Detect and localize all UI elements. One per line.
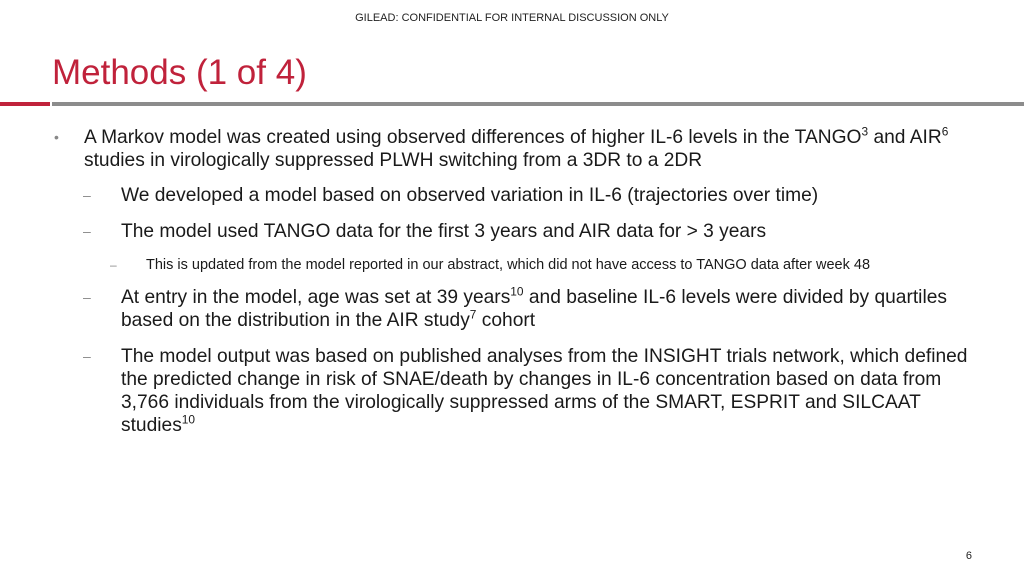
bullet-text: and baseline IL-6 levels were divided by quartiles based on the distribution in the AIR study (121, 287, 947, 331)
confidential-banner: GILEAD: CONFIDENTIAL FOR INTERNAL DISCUSSION ONLY (355, 12, 669, 24)
citation-ref: 3 (861, 124, 869, 139)
dash-marker: – (83, 348, 91, 364)
citation-ref: 10 (510, 284, 524, 299)
bullet-markov-model (54, 124, 964, 172)
bullet-text: and AIR (868, 127, 942, 148)
bullet-text: studies in virologically suppressed PLWH switching from a 3DR to a 2DR (84, 150, 703, 171)
page-number: 6 (965, 550, 972, 562)
dash-marker: – (110, 258, 117, 272)
slide-body (0, 126, 1024, 450)
subbullet-entry-age (83, 284, 981, 332)
dash-marker: – (83, 223, 91, 239)
bullet-text: The model used TANGO data for the first 3 years and AIR data for > 3 years (121, 221, 767, 242)
bullet-text: The model output was based on published analyses from the INSIGHT trials network, which defined the predicted change in risk of SNAE/death by changes in IL-6 concentration based on data from 3,766 individuals from the virologically suppressed arms of the SMART, ESPRIT and SILCAAT studies (121, 346, 968, 436)
subbullet-model-variation (83, 184, 981, 207)
dash-marker: – (83, 187, 91, 203)
bullet-text: At entry in the model, age was set at 39 years (121, 287, 511, 308)
dash-marker: – (83, 289, 91, 305)
slide-title: Methods (1 of 4) (52, 53, 307, 92)
bullet-text: We developed a model based on observed variation in IL-6 (trajectories over time) (121, 185, 819, 206)
subbullet-tango-air-data (83, 220, 981, 243)
bullet-marker: • (54, 129, 59, 145)
subbullet-model-output (83, 345, 981, 437)
title-accent-bar (0, 102, 50, 106)
bullet-text: cohort (476, 310, 536, 331)
title-divider (52, 102, 1024, 106)
subsubbullet-abstract-update (110, 256, 946, 274)
bullet-text: This is updated from the model reported in our abstract, which did not have access to TANGO data after week 48 (146, 257, 871, 273)
citation-ref: 10 (181, 412, 196, 427)
citation-ref: 7 (469, 307, 477, 322)
bullet-text: A Markov model was created using observed differences of higher IL-6 levels in the TANGO (84, 127, 862, 148)
citation-ref: 6 (941, 124, 949, 139)
